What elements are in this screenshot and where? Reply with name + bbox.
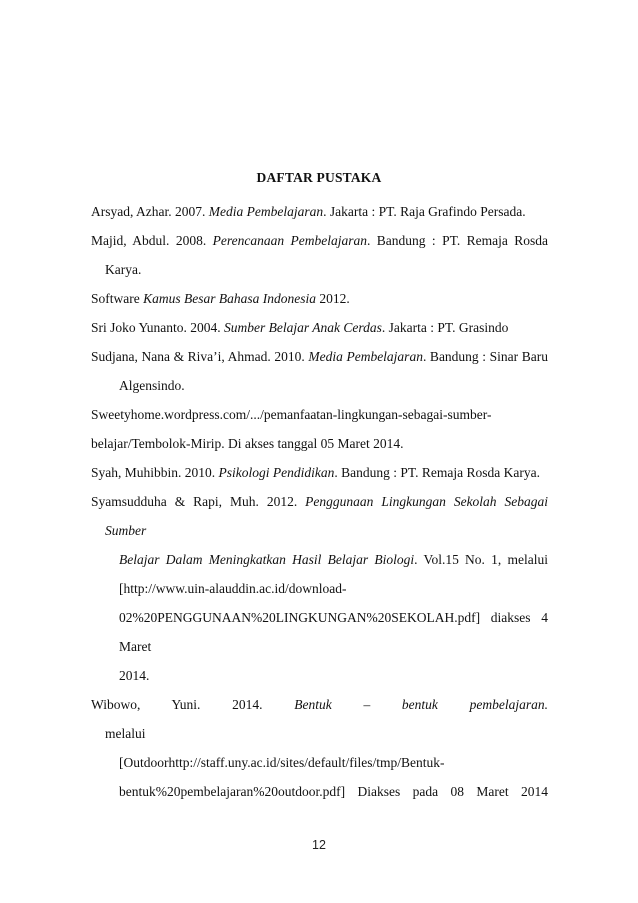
page-title: DAFTAR PUSTAKA — [256, 170, 382, 185]
reference-text: . Jakarta : PT. Raja Grafindo Persada. — [323, 204, 526, 219]
reference-text: Sudjana, Nana & Riva’i, Ahmad. 2010. — [91, 349, 309, 364]
reference-text: Software — [91, 291, 144, 306]
reference-arsyad — [91, 197, 548, 226]
reference-sudjana — [91, 342, 548, 400]
reference-url: [http://www.uin-alauddin.ac.id/download- — [119, 581, 347, 596]
reference-title: Belajar Dalam Meningkatkan Hasil Belajar Biologi — [119, 552, 415, 567]
reference-line — [91, 690, 548, 748]
reference-text: Sri Joko Yunanto. 2004. — [91, 320, 225, 335]
reference-text: . Bandung : PT. Remaja Rosda Karya. — [334, 465, 540, 480]
reference-title: Penggunaan Lingkungan Sekolah Sebagai Sumber — [105, 494, 549, 538]
reference-majid — [91, 226, 548, 284]
reference-text: Arsyad, Azhar. 2007. — [91, 204, 209, 219]
page-number: 12 — [312, 838, 326, 852]
reference-syah — [91, 458, 548, 487]
reference-title: Bentuk – bentuk pembelajaran. — [294, 697, 548, 712]
reference-yunanto — [91, 313, 548, 342]
reference-url: bentuk%20pembelajaran%20outdoor.pdf] Diakses pada 08 Maret 2014 — [119, 784, 548, 799]
reference-url: [Outdoorhttp://staff.uny.ac.id/sites/default/files/tmp/Bentuk- — [119, 755, 445, 770]
reference-text: Wibowo, Yuni. 2014. — [91, 697, 295, 712]
reference-line — [105, 545, 548, 574]
reference-text: 2012. — [315, 291, 350, 306]
reference-url: 02%20PENGGUNAAN%20LINGKUNGAN%20SEKOLAH.pdf] diakses 4 Maret — [119, 610, 548, 654]
reference-software-kbbi — [91, 284, 548, 313]
reference-title: Sumber Belajar Anak Cerdas — [224, 320, 382, 335]
reference-line — [91, 342, 548, 371]
reference-text: Syamsudduha & Rapi, Muh. 2012. — [91, 494, 306, 509]
reference-syamsudduha — [91, 487, 548, 690]
reference-line: Algensindo. — [119, 378, 185, 393]
reference-text: Syah, Muhibbin. 2010. — [91, 465, 219, 480]
reference-line: 2014. — [119, 668, 150, 683]
reference-text: . Vol.15 No. 1, melalui — [414, 552, 548, 567]
reference-title: Kamus Besar Bahasa Indonesia — [143, 291, 316, 306]
reference-wibowo — [91, 690, 548, 806]
reference-text: . Bandung : Sinar Baru — [422, 349, 548, 364]
reference-list — [91, 197, 548, 806]
reference-text: . Jakarta : PT. Grasindo — [381, 320, 509, 335]
reference-line — [91, 487, 549, 545]
reference-text: melalui — [105, 726, 146, 741]
reference-text: . Bandung : PT. Remaja Rosda Karya. — [105, 233, 548, 277]
reference-sweetyhome — [91, 400, 548, 458]
reference-text: Majid, Abdul. 2008. — [91, 233, 213, 248]
reference-title: Perencanaan Pembelajaran — [212, 233, 367, 248]
reference-title: Media Pembelajaran — [308, 349, 423, 364]
reference-line: belajar/Tembolok-Mirip. Di akses tanggal 05 Maret 2014. — [91, 436, 404, 451]
reference-line: Sweetyhome.wordpress.com/.../pemanfaatan-lingkungan-sebagai-sumber- — [91, 407, 492, 422]
reference-title: Psikologi Pendidikan — [218, 465, 335, 480]
reference-title: Media Pembelajaran — [208, 204, 324, 219]
